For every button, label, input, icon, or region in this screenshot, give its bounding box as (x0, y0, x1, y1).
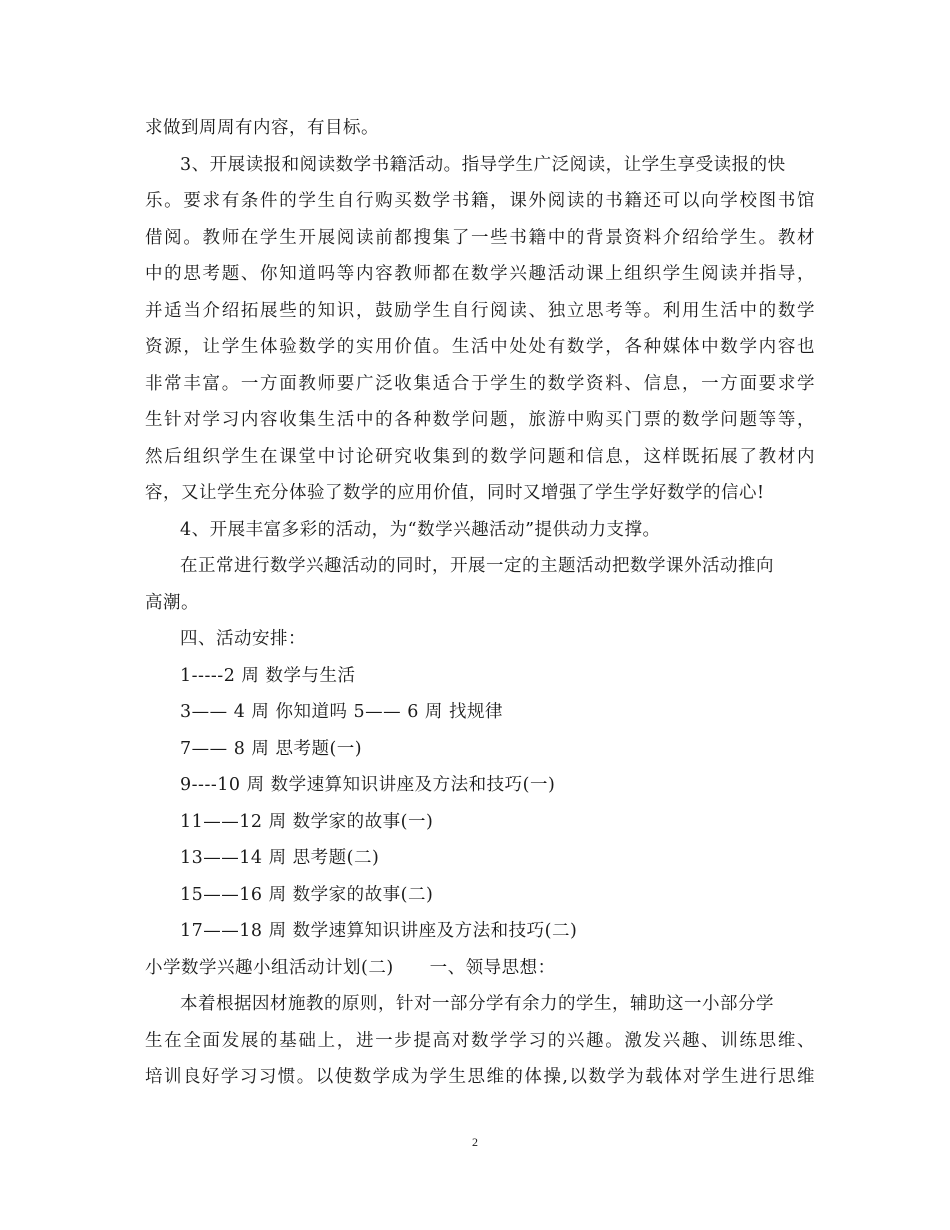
document-subtitle: 小学数学兴趣小组活动计划(二) 一、领导思想： (145, 958, 556, 978)
schedule-item: 9----10 周 数学速算知识讲座及方法和技巧(一) (180, 775, 556, 795)
paragraph-line: 3、开展读报和阅读数学书籍活动。指导学生广泛阅读，让学生享受读报的快 (180, 155, 786, 175)
paragraph-line: 高潮。 (145, 593, 199, 613)
schedule-item: 3—— 4 周 你知道吗 5—— 6 周 找规律 (180, 702, 503, 722)
paragraph-line: 借阅。教师在学生开展阅读前都搜集了一些书籍中的背景资料介绍给学生。教材 (145, 228, 815, 248)
paragraph-line: 生针对学习内容收集生活中的各种数学问题，旅游中购买门票的数学问题等等， (145, 410, 815, 430)
schedule-item: 7—— 8 周 思考题(一) (180, 739, 363, 759)
schedule-item: 15——16 周 数学家的故事(二) (180, 885, 434, 905)
paragraph-line: 培训良好学习习惯。以使数学成为学生思维的体操,以数学为载体对学生进行思维 (145, 1067, 815, 1087)
paragraph-line: 然后组织学生在课堂中讨论研究收集到的数学问题和信息，这样既拓展了教材内 (145, 447, 815, 467)
page-number: 2 (472, 1135, 478, 1149)
paragraph-line: 乐。要求有条件的学生自行购买数学书籍，课外阅读的书籍还可以向学校图书馆 (145, 191, 815, 211)
schedule-item: 17——18 周 数学速算知识讲座及方法和技巧(二) (180, 921, 578, 941)
schedule-item: 11——12 周 数学家的故事(一) (180, 812, 434, 832)
paragraph-line: 非常丰富。一方面教师要广泛收集适合于学生的数学资料、信息，一方面要求学 (145, 374, 815, 394)
schedule-item: 1-----2 周 数学与生活 (180, 666, 356, 686)
paragraph-line: 容，又让学生充分体验了数学的应用价值，同时又增强了学生学好数学的信心! (145, 483, 765, 503)
paragraph-line: 4、开展丰富多彩的活动，为“数学兴趣活动”提供动力支撑。 (180, 520, 661, 540)
paragraph-line: 在正常进行数学兴趣活动的同时，开展一定的主题活动把数学课外活动推向 (180, 556, 774, 576)
paragraph-line: 中的思考题、你知道吗等内容教师都在数学兴趣活动课上组织学生阅读并指导， (145, 264, 815, 284)
paragraph-line: 本着根据因材施教的原则，针对一部分学有余力的学生，辅助这一小部分学 (180, 994, 774, 1014)
paragraph-line: 并适当介绍拓展些的知识，鼓励学生自行阅读、独立思考等。利用生活中的数学 (145, 301, 815, 321)
paragraph-line: 生在全面发展的基础上，进一步提高对数学学习的兴趣。激发兴趣、训练思维、 (145, 1031, 815, 1051)
section-heading: 四、活动安排： (180, 629, 306, 649)
paragraph-line: 求做到周周有内容，有目标。 (145, 118, 379, 138)
paragraph-line: 资源，让学生体验数学的实用价值。生活中处处有数学，各种媒体中数学内容也 (145, 337, 815, 357)
schedule-item: 13——14 周 思考题(二) (180, 848, 380, 868)
